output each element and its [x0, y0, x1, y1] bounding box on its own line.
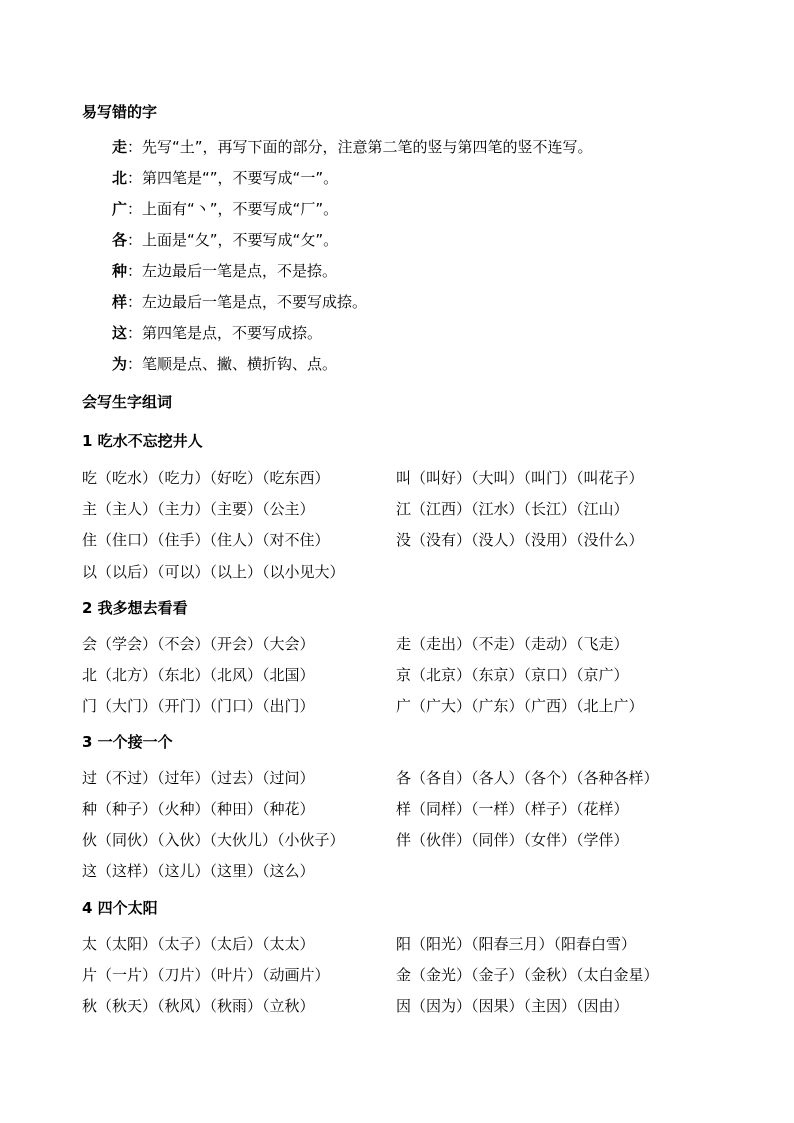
word-group: 江（江西）（江水）（长江）（江山）	[396, 500, 629, 518]
rule-item	[112, 323, 322, 343]
rule-char: 为	[112, 355, 128, 373]
rule-item	[112, 354, 337, 374]
rule-text: ：上面是“夂”，不要写成“攵”。	[127, 231, 339, 249]
word-group: 各（各自）（各人）（各个）（各种各样）	[396, 769, 659, 787]
word-group: 广（广大）（广东）（广西）（北上广）	[396, 697, 644, 715]
word-group: 秋（秋天）（秋风）（秋雨）（立秋）	[82, 997, 315, 1015]
lesson-title: 3 一个接一个	[82, 733, 173, 751]
word-group: 以（以后）（可以）（以上）（以小见大）	[82, 563, 345, 581]
word-group: 这（这样）（这儿）（这里）（这么）	[82, 862, 315, 880]
rule-text: ：第四笔是点，不要写成捺。	[127, 324, 323, 342]
section-title-vocabulary: 会写生字组词	[82, 393, 173, 411]
rule-text: ：上面有“丶”，不要写成“厂”。	[127, 200, 339, 218]
rule-text: ：第四笔是“”，不要写成“一”。	[127, 169, 339, 187]
word-group: 金（金光）（金子）（金秋）（太白金星）	[396, 966, 659, 984]
word-group: 太（太阳）（太子）（太后）（太太）	[82, 935, 315, 953]
word-group: 京（北京）（东京）（京口）（京广）	[396, 666, 629, 684]
word-group: 北（北方）（东北）（北风）（北国）	[82, 666, 315, 684]
rule-item	[112, 261, 337, 281]
word-group: 叫（叫好）（大叫）（叫门）（叫花子）	[396, 469, 644, 487]
rule-item	[112, 292, 367, 312]
rule-char: 各	[112, 231, 128, 249]
rule-char: 这	[112, 324, 128, 342]
lesson-title: 2 我多想去看看	[82, 599, 188, 617]
rule-char: 样	[112, 293, 128, 311]
word-group: 种（种子）（火种）（种田）（种花）	[82, 800, 315, 818]
rule-item	[112, 137, 593, 157]
word-group: 吃（吃水）（吃力）（好吃）（吃东西）	[82, 469, 330, 487]
rule-char: 种	[112, 262, 128, 280]
word-group: 主（主人）（主力）（主要）（公主）	[82, 500, 315, 518]
section-title-error-prone: 易写错的字	[82, 103, 158, 121]
word-group: 没（没有）（没人）（没用）（没什么）	[396, 531, 644, 549]
word-group: 伙（同伙）（入伙）（大伙儿）（小伙子）	[82, 831, 345, 849]
word-group: 会（学会）（不会）（开会）（大会）	[82, 635, 315, 653]
word-group: 片（一片）（刀片）（叶片）（动画片）	[82, 966, 330, 984]
word-group: 过（不过）（过年）（过去）（过问）	[82, 769, 315, 787]
rule-text: ：左边最后一笔是点，不要写成捺。	[127, 293, 368, 311]
rule-char: 走	[112, 138, 128, 156]
word-group: 走（走出）（不走）（走动）（飞走）	[396, 635, 629, 653]
rule-text: ：笔顺是点、撇、横折钩、点。	[127, 355, 338, 373]
lesson-title: 1 吃水不忘挖井人	[82, 432, 203, 450]
word-group: 阳（阳光）（阳春三月）（阳春白雪）	[396, 935, 637, 953]
word-group: 住（住口）（住手）（住人）（对不住）	[82, 531, 330, 549]
word-group: 因（因为）（因果）（主因）（因由）	[396, 997, 629, 1015]
rule-item	[112, 230, 338, 250]
rule-item	[112, 168, 338, 188]
rule-char: 北	[112, 169, 128, 187]
lesson-title: 4 四个太阳	[82, 899, 158, 917]
rule-text: ：左边最后一笔是点，不是捺。	[127, 262, 338, 280]
rule-item	[112, 199, 338, 219]
word-group: 伴（伙伴）（同伴）（女伴）（学伴）	[396, 831, 629, 849]
word-group: 样（同样）（一样）（样子）（花样）	[396, 800, 629, 818]
word-group: 门（大门）（开门）（门口）（出门）	[82, 697, 315, 715]
rule-text: ：先写“土”，再写下面的部分，注意第二笔的竖与第四笔的竖不连写。	[127, 138, 593, 156]
rule-char: 广	[112, 200, 128, 218]
